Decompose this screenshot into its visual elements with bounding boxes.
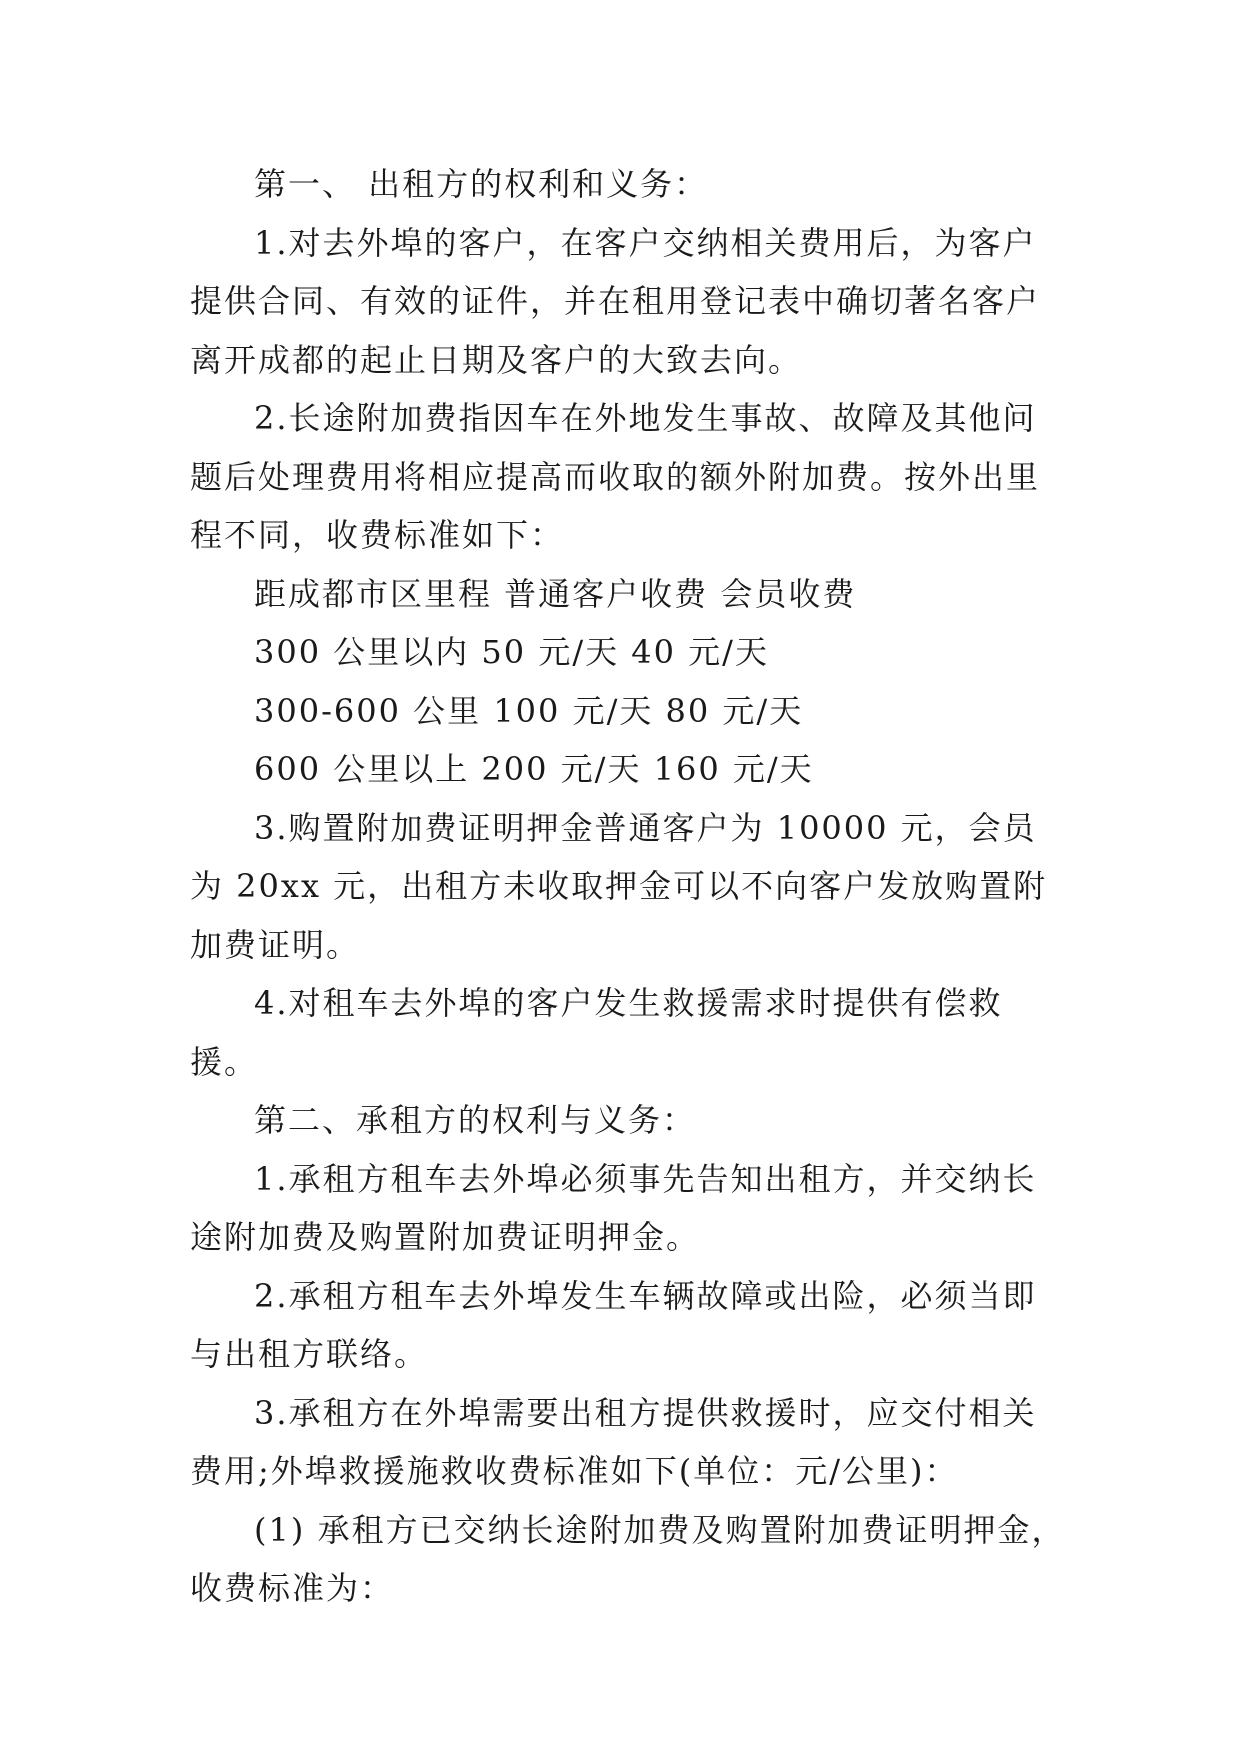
section-heading-lessee: 第二、承租方的权利与义务： — [254, 1101, 697, 1139]
lessor-clause-2: 2.长途附加费指因车在外地发生事故、故障及其他问题后处理费用将相应提高而收取的额外附加费。按外出里程不同，收费标准如下： — [190, 399, 1041, 554]
document-body — [190, 155, 1070, 1618]
lessee-clause-1: 1.承租方租车去外埠必须事先告知出租方，并交纳长途附加费及购置附加费证明押金。 — [190, 1159, 1037, 1256]
lessee-clause-3-item-1: (1) 承租方已交纳长途附加费及购置附加费证明押金，收费标准为： — [190, 1510, 1066, 1607]
fee-table-row: 300-600 公里 100 元/天 80 元/天 — [254, 691, 804, 730]
lessor-clause-3: 3.购置附加费证明押金普通客户为 10000 元，会员为 20xx 元，出租方未收取押金可以不向客户发放购置附加费证明。 — [190, 808, 1048, 964]
lessee-clause-3: 3.承租方在外埠需要出租方提供救援时，应交付相关费用;外埠救援施救收费标准如下(单位：元/公里)： — [190, 1393, 1037, 1490]
fee-table-row: 300 公里以内 50 元/天 40 元/天 — [254, 633, 769, 671]
fee-table-row: 600 公里以上 200 元/天 160 元/天 — [254, 750, 814, 788]
lessor-clause-1: 1.对去外埠的客户，在客户交纳相关费用后，为客户提供合同、有效的证件，并在租用登记表中确切著名客户离开成都的起止日期及客户的大致去向。 — [190, 223, 1041, 379]
lessor-clause-4: 4.对租车去外埠的客户发生救援需求时提供有偿救援。 — [190, 984, 1003, 1081]
fee-table-header: 距成都市区里程 普通客户收费 会员收费 — [254, 574, 857, 613]
lessee-clause-2: 2.承租方租车去外埠发生车辆故障或出险，必须当即与出租方联络。 — [190, 1276, 1037, 1373]
section-heading-lessor: 第一、 出租方的权利和义务： — [254, 165, 709, 203]
